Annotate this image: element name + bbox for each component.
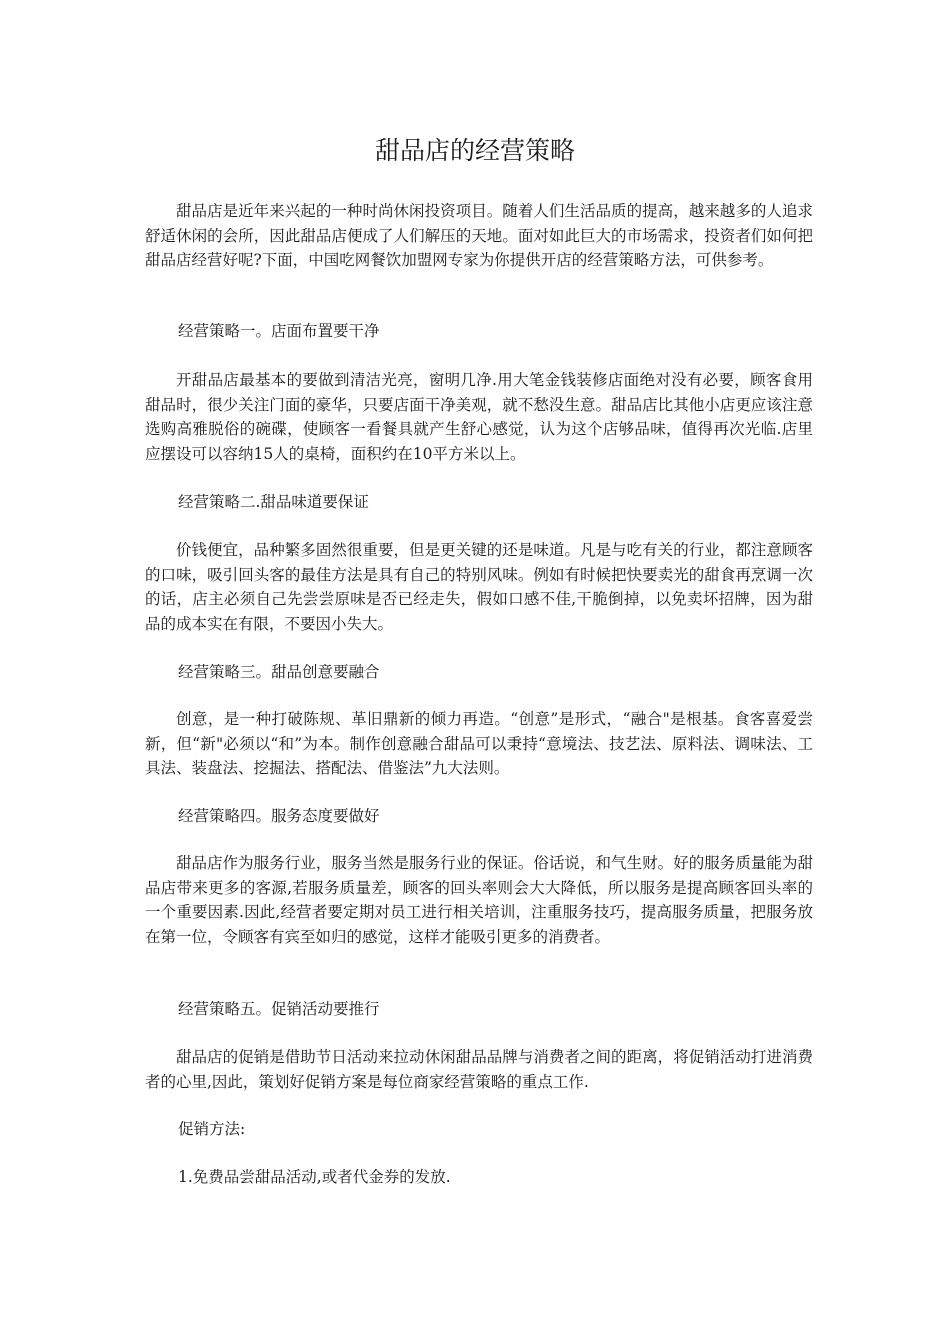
- section-3-heading: 经营策略三。甜品创意要融合: [178, 663, 380, 681]
- document-title: 甜品店的经营策略: [374, 136, 575, 165]
- section-5-body: 甜品店的促销是借助节日活动来拉动休闲甜品品牌与消费者之间的距离，将促销活动打进消费者的心里,因此，策划好促销方案是每位商家经营策略的重点工作.: [145, 1048, 813, 1091]
- section-4-heading: 经营策略四。服务态度要做好: [178, 807, 380, 825]
- section-3-body: 创意，是一种打破陈规、革旧鼎新的倾力再造。“创意”是形式，“融合"是根基。食客喜爱尝新，但“新"必须以“和”为本。制作创意融合甜品可以秉持“意境法、技艺法、原料法、调味法、工具法、装盘法、挖掘法、搭配法、借鉴法”九大法则。: [145, 710, 813, 777]
- promo-item-1: 1.免费品尝甜品活动,或者代金券的发放.: [178, 1168, 451, 1186]
- section-1-heading: 经营策略一。店面布置要干净: [178, 322, 380, 340]
- section-5-heading: 经营策略五。促销活动要推行: [178, 1000, 380, 1018]
- section-4-body: 甜品店作为服务行业，服务当然是服务行业的保证。俗话说，和气生财。好的服务质量能为甜品店带来更多的客源,若服务质量差，顾客的回头率则会大大降低，所以服务是提高顾客回头率的一个重要因素.因此,经营者要定期对员工进行相关培训，注重服务技巧，提高服务质量，把服务放在第一位，令顾客有宾至如归的感觉，这样才能吸引更多的消费者。: [145, 854, 813, 946]
- section-2-heading: 经营策略二.甜品味道要保证: [178, 493, 369, 511]
- section-1-body: 开甜品店最基本的要做到清洁光亮，窗明几净.用大笔金钱装修店面绝对没有必要，顾客食用甜品时，很少关注门面的豪华，只要店面干净美观，就不愁没生意。甜品店比其他小店更应该注意选购高雅脱俗的碗碟，使顾客一看餐具就产生舒心感觉，认为这个店够品味，值得再次光临.店里应摆设可以容纳15人的桌椅，面积约在10平方米以上。: [145, 371, 813, 463]
- promo-heading: 促销方法:: [178, 1120, 246, 1138]
- intro-paragraph: 甜品店是近年来兴起的一种时尚休闲投资项目。随着人们生活品质的提高，越来越多的人追求舒适休闲的会所，因此甜品店便成了人们解压的天地。面对如此巨大的市场需求，投资者们如何把甜品店经营好呢?下面，中国吃网餐饮加盟网专家为你提供开店的经营策略方法，可供参考。: [145, 202, 813, 269]
- section-2-body: 价钱便宜，品种繁多固然很重要，但是更关键的还是味道。凡是与吃有关的行业，都注意顾客的口味，吸引回头客的最佳方法是具有自己的特别风味。例如有时候把快要卖光的甜食再烹调一次的话，店主必须自己先尝尝原味是否已经走失，假如口感不佳,干脆倒掉，以免卖坏招牌，因为甜品的成本实在有限，不要因小失大。: [145, 541, 813, 633]
